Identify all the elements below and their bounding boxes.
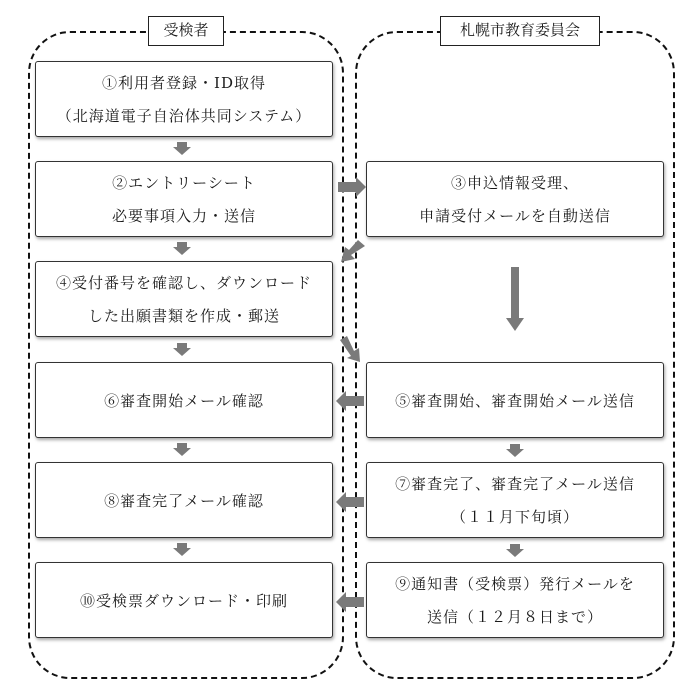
- step-10-box: [35, 562, 333, 638]
- arrow-5-6: [336, 391, 364, 411]
- arrow-7-9: [506, 544, 524, 557]
- step-9-line-1: ⑨通知書（受検票）発行メールを: [395, 575, 635, 593]
- step-7-line-1: ⑦審査完了、審査完了メール送信: [395, 475, 635, 493]
- step-3-box: [366, 161, 664, 237]
- step-5-line-1: ⑤審査開始、審査開始メール送信: [395, 391, 635, 410]
- step-9-line-2: 送信（１２月８日まで）: [426, 608, 603, 626]
- step-8-line-1: ⑧審査完了メール確認: [104, 491, 264, 510]
- arrow-1-2: [173, 142, 191, 155]
- arrow-4-6: [173, 343, 191, 356]
- board-lane-title: 札幌市教育委員会: [440, 16, 600, 46]
- step-2-line-2: 必要事項入力・送信: [111, 207, 256, 225]
- step-4-box: [35, 261, 333, 337]
- step-1-box: [35, 61, 333, 137]
- arrow-9-10: [336, 592, 364, 612]
- step-8-box: [35, 462, 333, 538]
- step-2-line-1: ②エントリーシート: [112, 174, 256, 192]
- step-9-box: [366, 562, 664, 638]
- step-3-line-1: ③申込情報受理、: [450, 174, 579, 192]
- step-6-box: [35, 362, 333, 438]
- step-4-line-2: した出願書類を作成・郵送: [87, 307, 280, 325]
- arrow-4-5: [340, 336, 360, 362]
- arrow-2-4: [173, 242, 191, 255]
- step-7-line-2: （１１月下旬頃）: [450, 508, 579, 526]
- arrow-6-8: [173, 443, 191, 456]
- applicant-lane-title: 受検者: [148, 16, 224, 46]
- step-6-line-1: ⑥審査開始メール確認: [104, 391, 264, 410]
- arrow-3-5: [506, 267, 524, 331]
- step-1-line-2: （北海道電子自治体共同システム）: [56, 107, 312, 125]
- arrow-5-7: [506, 444, 524, 457]
- step-1-line-1: ①利用者登録・ID取得: [102, 74, 266, 92]
- step-3-line-2: 申請受付メールを自動送信: [419, 207, 611, 225]
- step-2-box: [35, 161, 333, 237]
- step-10-line-1: ⑩受検票ダウンロード・印刷: [79, 591, 288, 610]
- step-7-box: [366, 462, 664, 538]
- step-5-box: [366, 362, 664, 438]
- arrow-3-4: [341, 240, 365, 262]
- arrow-8-10: [173, 543, 191, 556]
- arrow-7-8: [336, 492, 364, 512]
- arrow-2-3: [338, 177, 366, 197]
- step-4-line-1: ④受付番号を確認し、ダウンロード: [55, 274, 312, 292]
